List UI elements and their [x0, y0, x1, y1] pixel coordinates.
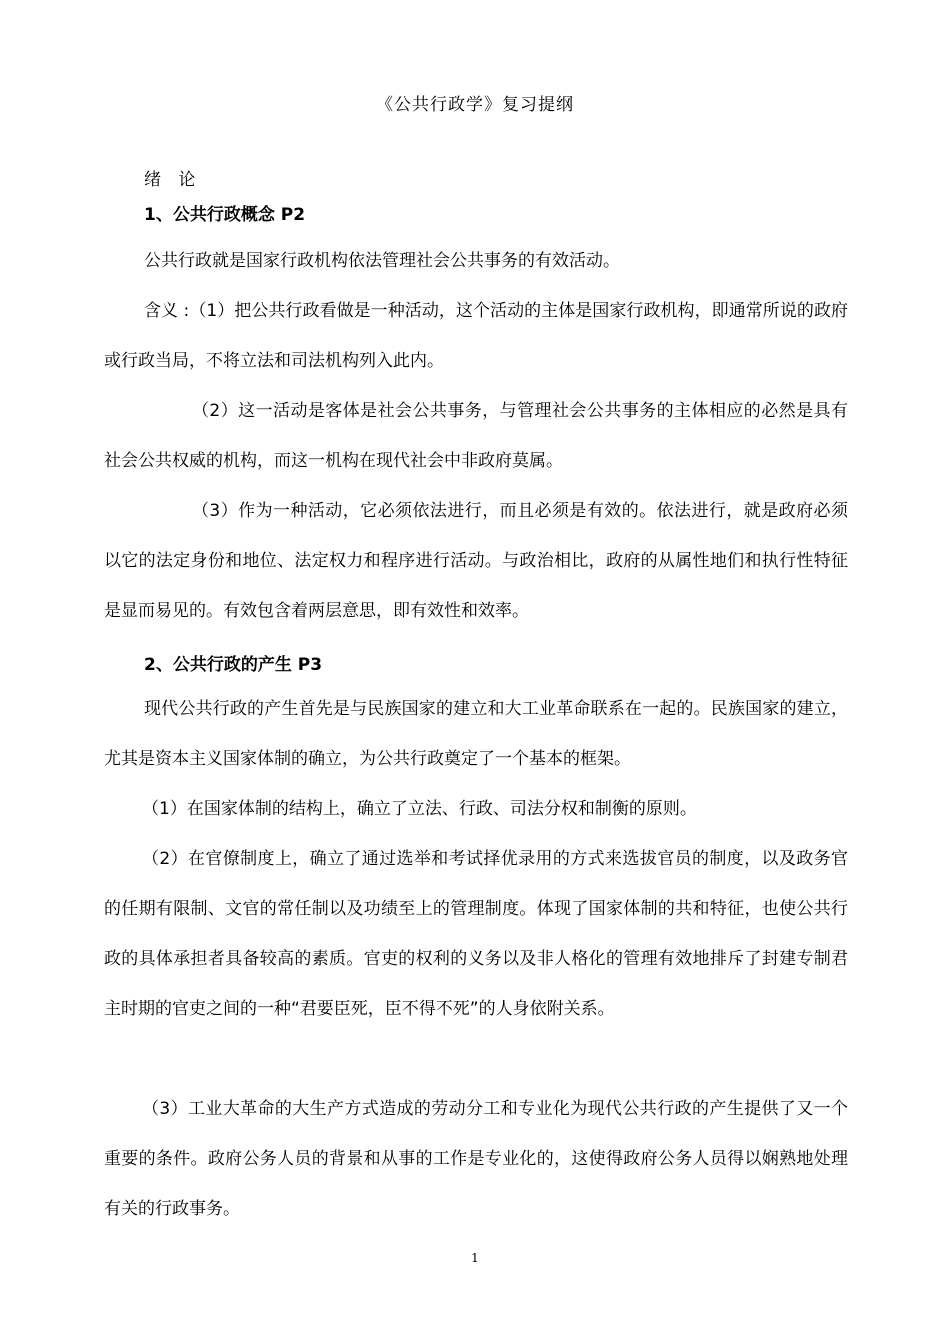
chapter-heading: 绪 论: [144, 170, 202, 190]
section-1-meaning-2: （2）这一活动是客体是社会公共事务，与管理社会公共事务的主体相应的必然是具有社会公共权威的机构，而这一机构在现代社会中非政府莫属。: [104, 401, 848, 471]
section-2-point-1: （1）在国家体制的结构上，确立了立法、行政、司法分权和制衡的原则。: [142, 799, 697, 819]
section-1-meaning-1: 含义 :（1）把公共行政看做是一种活动，这个活动的主体是国家行政机构，即通常所说的政府或行政当局，不将立法和司法机构列入此内。: [104, 301, 848, 371]
section-2-point-2: （2）在官僚制度上，确立了通过选举和考试择优录用的方式来选拔官员的制度，以及政务官的任期有限制、文官的常任制以及功绩至上的管理制度。体现了国家体制的共和特征，也使公共行政的具体承担者具备较高的素质。官吏的权利的义务以及非人格化的管理有效地排斥了封建专制君主时期的官吏之间的一种“君要臣死，臣不得不死”的人身依附关系。: [104, 849, 848, 1019]
section-2-point-3: （3）工业大革命的大生产方式造成的劳动分工和专业化为现代公共行政的产生提供了又一个重要的条件。政府公务人员的背景和从事的工作是专业化的，这使得政府公务人员得以娴熟地处理有关的行政事务。: [104, 1099, 848, 1219]
section-1-heading: 1、公共行政概念 P2: [144, 205, 306, 225]
section-2-intro: 现代公共行政的产生首先是与民族国家的建立和大工业革命联系在一起的。民族国家的建立，尤其是资本主义国家体制的确立，为公共行政奠定了一个基本的框架。: [104, 699, 848, 769]
document-title: 《公共行政学》复习提纲: [376, 95, 574, 115]
section-1-meaning-3: （3）作为一种活动，它必须依法进行，而且必须是有效的。依法进行，就是政府必须以它的法定身份和地位、法定权力和程序进行活动。与政治相比，政府的从属性地们和执行性特征是显而易见的。有效包含着两层意思，即有效性和效率。: [104, 501, 848, 621]
section-1-definition: 公共行政就是国家行政机构依法管理社会公共事务的有效活动。: [144, 251, 620, 271]
section-2-heading: 2、公共行政的产生 P3: [144, 655, 323, 675]
page-number: 1: [471, 1251, 479, 1265]
